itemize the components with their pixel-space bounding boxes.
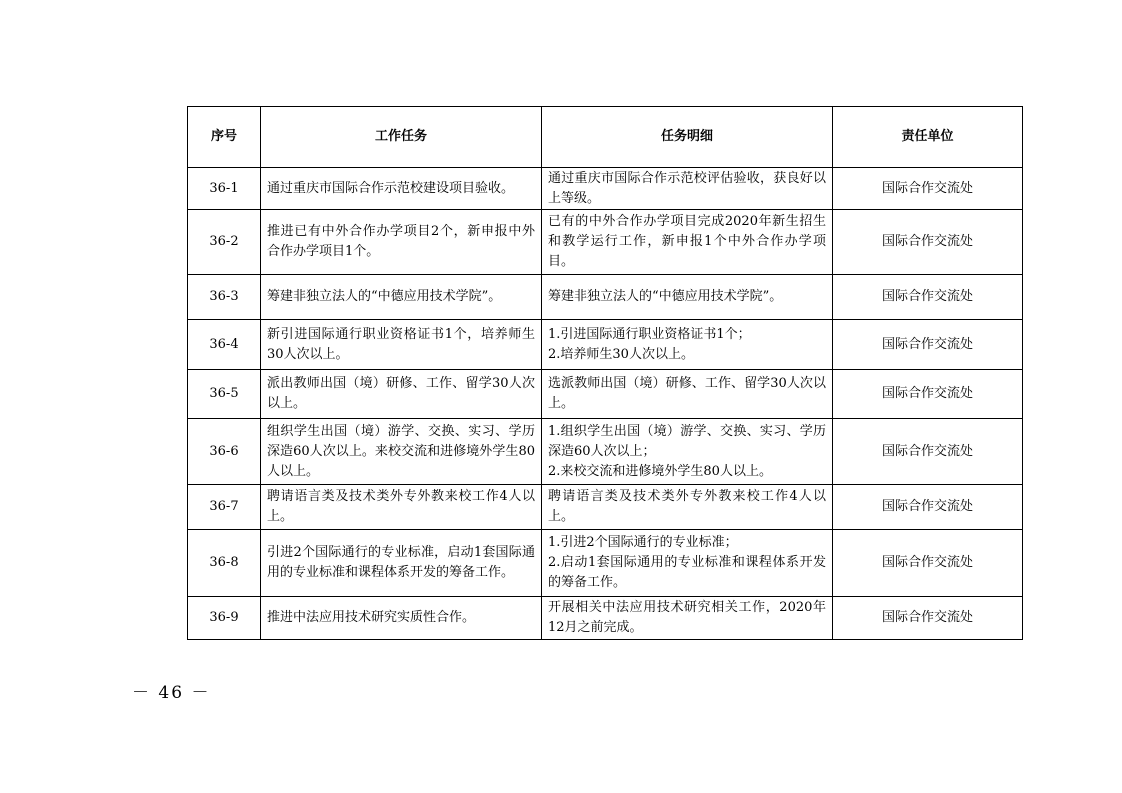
detail-line: 2.来校交流和进修境外学生80人以上。 bbox=[548, 463, 772, 479]
header-work-task: 工作任务 bbox=[261, 107, 542, 168]
task-detail-cell bbox=[542, 485, 833, 530]
detail-line: 开展相关中法应用技术研究相关工作，2020年12月之前完成。 bbox=[548, 600, 826, 635]
serial-number-cell: 36-9 bbox=[188, 597, 261, 640]
detail-line: 2.培养师生30人次以上。 bbox=[548, 346, 694, 362]
work-task-cell: 派出教师出国（境）研修、工作、留学30人次以上。 bbox=[261, 370, 542, 419]
page-number: － 46 － bbox=[132, 683, 211, 703]
detail-line: 选派教师出国（境）研修、工作、留学30人次以上。 bbox=[548, 376, 826, 411]
serial-number-cell: 36-1 bbox=[188, 168, 261, 210]
responsible-unit-cell: 国际合作交流处 bbox=[833, 485, 1023, 530]
work-task-cell: 筹建非独立法人的“中德应用技术学院”。 bbox=[261, 275, 542, 320]
task-detail-cell bbox=[542, 530, 833, 597]
detail-line: 聘请语言类及技术类外专外教来校工作4人以上。 bbox=[548, 489, 826, 524]
responsible-unit-cell: 国际合作交流处 bbox=[833, 275, 1023, 320]
task-detail-cell bbox=[542, 168, 833, 210]
work-task-cell: 引进2个国际通行的专业标准，启动1套国际通用的专业标准和课程体系开发的筹备工作。 bbox=[261, 530, 542, 597]
table-row bbox=[188, 530, 1023, 597]
serial-number-cell: 36-3 bbox=[188, 275, 261, 320]
table-row bbox=[188, 210, 1023, 275]
task-detail-cell bbox=[542, 320, 833, 370]
work-task-cell: 推进已有中外合作办学项目2个，新申报中外合作办学项目1个。 bbox=[261, 210, 542, 275]
task-detail-cell bbox=[542, 370, 833, 419]
task-table bbox=[187, 106, 1023, 640]
responsible-unit-cell: 国际合作交流处 bbox=[833, 419, 1023, 485]
responsible-unit-cell: 国际合作交流处 bbox=[833, 597, 1023, 640]
serial-number-cell: 36-5 bbox=[188, 370, 261, 419]
serial-number-cell: 36-2 bbox=[188, 210, 261, 275]
detail-line: 筹建非独立法人的“中德应用技术学院”。 bbox=[548, 289, 783, 304]
table-row bbox=[188, 597, 1023, 640]
detail-line: 2.启动1套国际通用的专业标准和课程体系开发的筹备工作。 bbox=[548, 555, 826, 590]
table-row bbox=[188, 419, 1023, 485]
task-detail-cell bbox=[542, 597, 833, 640]
detail-line: 1.引进2个国际通行的专业标准； bbox=[548, 535, 738, 550]
responsible-unit-cell: 国际合作交流处 bbox=[833, 210, 1023, 275]
header-responsible-unit: 责任单位 bbox=[833, 107, 1023, 168]
detail-line: 1.引进国际通行职业资格证书1个； bbox=[548, 326, 751, 342]
task-detail-cell bbox=[542, 419, 833, 485]
table-row bbox=[188, 320, 1023, 370]
table-row bbox=[188, 370, 1023, 419]
table-row bbox=[188, 168, 1023, 210]
detail-line: 已有的中外合作办学项目完成2020年新生招生和教学运行工作，新申报1个中外合作办学项目。 bbox=[548, 214, 826, 269]
responsible-unit-cell: 国际合作交流处 bbox=[833, 168, 1023, 210]
task-detail-cell bbox=[542, 275, 833, 320]
header-task-detail: 任务明细 bbox=[542, 107, 833, 168]
detail-line: 通过重庆市国际合作示范校评估验收，获良好以上等级。 bbox=[548, 170, 826, 206]
responsible-unit-cell: 国际合作交流处 bbox=[833, 370, 1023, 419]
work-task-cell: 聘请语言类及技术类外专外教来校工作4人以上。 bbox=[261, 485, 542, 530]
task-detail-cell bbox=[542, 210, 833, 275]
table-row bbox=[188, 275, 1023, 320]
header-serial-number: 序号 bbox=[188, 107, 261, 168]
work-task-cell: 新引进国际通行职业资格证书1个，培养师生30人次以上。 bbox=[261, 320, 542, 370]
work-task-cell: 组织学生出国（境）游学、交换、实习、学历深造60人次以上。来校交流和进修境外学生80人以上。 bbox=[261, 419, 542, 485]
table-row bbox=[188, 485, 1023, 530]
serial-number-cell: 36-7 bbox=[188, 485, 261, 530]
responsible-unit-cell: 国际合作交流处 bbox=[833, 530, 1023, 597]
responsible-unit-cell: 国际合作交流处 bbox=[833, 320, 1023, 370]
detail-line: 1.组织学生出国（境）游学、交换、实习、学历深造60人次以上； bbox=[548, 423, 826, 459]
serial-number-cell: 36-8 bbox=[188, 530, 261, 597]
serial-number-cell: 36-4 bbox=[188, 320, 261, 370]
table-header-row bbox=[188, 107, 1023, 168]
serial-number-cell: 36-6 bbox=[188, 419, 261, 485]
work-task-cell: 推进中法应用技术研究实质性合作。 bbox=[261, 597, 542, 640]
work-task-cell: 通过重庆市国际合作示范校建设项目验收。 bbox=[261, 168, 542, 210]
